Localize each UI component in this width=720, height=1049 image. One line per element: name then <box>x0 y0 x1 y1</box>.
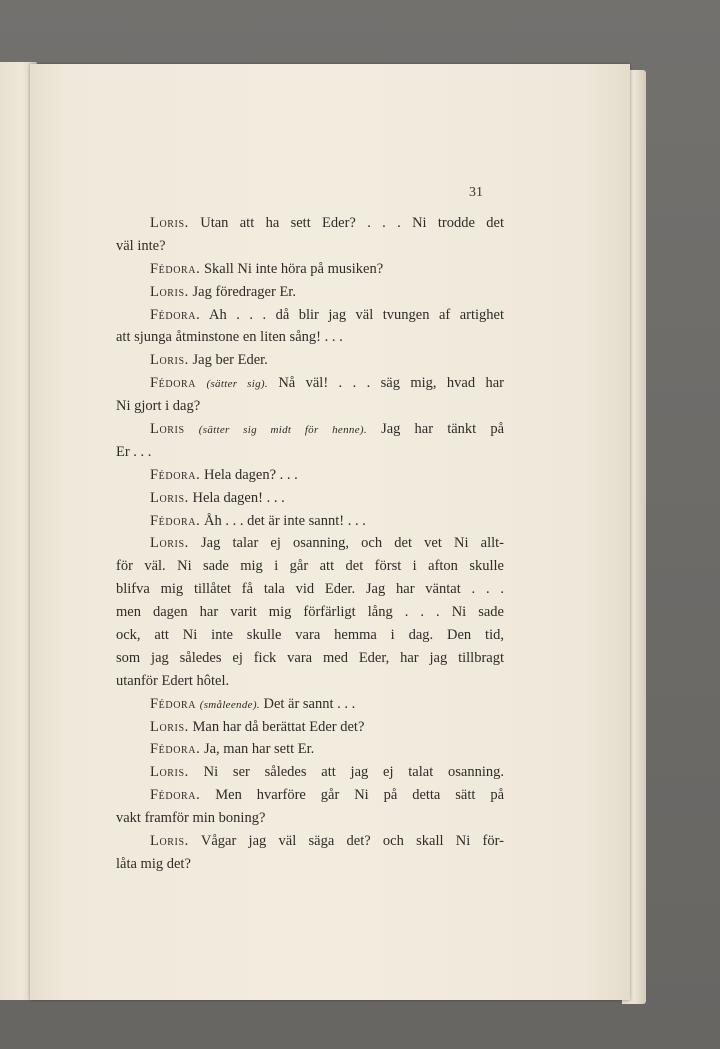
speaker-name: Fédora. <box>150 741 201 758</box>
speaker-name: Loris. <box>150 352 189 369</box>
line-text: Jag föredrager Er. <box>192 283 296 300</box>
speaker-name: Loris <box>150 421 185 438</box>
stage-direction: (smålеende). <box>199 698 260 711</box>
line-text: men dagen har varit mig förfärligt lång . . . Ni sade <box>116 604 504 621</box>
line-text: Jag talar ej osanning, och det vet Ni allt- <box>201 535 505 552</box>
line-text: Ah . . . då blir jag väl tvungen af artighet <box>209 306 504 323</box>
text-line <box>116 418 504 441</box>
text-line <box>116 761 504 784</box>
line-text: för väl. Ni sade mig i går att det först i afton skulle <box>116 558 504 575</box>
text-line <box>116 555 504 578</box>
text-line <box>116 624 504 647</box>
line-text: att sjunga åtminstone en liten sång! . . . <box>116 329 343 346</box>
speaker-name: Fédora. <box>150 306 201 323</box>
text-line <box>116 326 504 349</box>
text-line <box>116 395 504 418</box>
speaker-name: Loris. <box>150 833 189 850</box>
dialogue-text <box>116 212 504 876</box>
line-text: ock, att Ni inte skulle vara hemma i dag. Den tid, <box>116 627 504 644</box>
text-line <box>116 601 504 624</box>
text-line <box>116 258 504 281</box>
text-line <box>116 807 504 830</box>
text-line <box>116 853 504 876</box>
text-line <box>116 372 504 395</box>
line-text: Det är sannt . . . <box>263 695 356 712</box>
text-line <box>116 830 504 853</box>
text-line <box>116 784 504 807</box>
line-text: Er . . . <box>116 443 152 460</box>
text-line <box>116 235 504 258</box>
line-text: Skall Ni inte höra på musiken? <box>203 260 384 277</box>
line-text: Hela dagen! . . . <box>192 489 285 506</box>
line-text: Man har då berättat Eder det? <box>192 718 365 735</box>
speaker-name: Loris. <box>150 535 189 552</box>
speaker-name: Loris. <box>150 764 189 781</box>
line-text: Jag har tänkt på <box>381 421 505 438</box>
speaker-name: Fédora. <box>150 260 201 277</box>
line-text: Åh . . . det är inte sannt! . . . <box>203 512 366 529</box>
speaker-name: Loris. <box>150 489 189 506</box>
stage-direction: (sätter sig). <box>206 378 268 391</box>
speaker-name: Fédora. <box>150 787 201 804</box>
stage-direction: (sätter sig midt för henne). <box>198 424 367 437</box>
line-text: som jag således ej fick vara med Eder, har jag tillbragt <box>116 649 504 666</box>
line-text: utanför Edert hôtel. <box>116 672 230 689</box>
page-number: 31 <box>469 185 483 200</box>
text-line <box>116 349 504 372</box>
text-line <box>116 281 504 304</box>
text-line <box>116 578 504 601</box>
line-text: Men hvarföre går Ni på detta sätt på <box>215 787 505 804</box>
line-text: låta mig det? <box>116 855 191 872</box>
speaker-name: Fédora. <box>150 512 201 529</box>
speaker-name: Loris. <box>150 718 189 735</box>
text-line <box>116 304 504 327</box>
text-line <box>116 441 504 464</box>
line-text: Jag ber Eder. <box>192 352 268 369</box>
text-line <box>116 716 504 739</box>
speaker-name: Fédora <box>150 695 197 712</box>
text-line <box>116 647 504 670</box>
text-line <box>116 464 504 487</box>
speaker-name: Fédora. <box>150 466 201 483</box>
text-line <box>116 738 504 761</box>
line-text: blifva mig tillåtet få tala vid Eder. Jag har väntat . . . <box>116 581 504 598</box>
line-text: Ni gjort i dag? <box>116 398 201 415</box>
line-text: Vågar jag väl säga det? och skall Ni för- <box>200 833 504 850</box>
text-line <box>116 670 504 693</box>
line-text: Utan att ha sett Eder? . . . Ni trodde det <box>200 215 504 231</box>
text-line <box>116 212 504 235</box>
line-text: Ja, man har sett Er. <box>203 741 315 758</box>
line-text: Ni ser således att jag ej talat osanning. <box>203 764 505 781</box>
line-text: väl inte? <box>116 237 166 254</box>
line-text: Hela dagen? . . . <box>203 466 298 483</box>
speaker-name: Loris. <box>150 215 189 231</box>
line-text: vakt framför min boning? <box>116 810 266 827</box>
speaker-name: Fédora <box>150 375 197 392</box>
text-line <box>116 532 504 555</box>
speaker-name: Loris. <box>150 283 189 300</box>
text-line <box>116 487 504 510</box>
line-text: Nå väl! . . . säg mig, hvad har <box>278 375 505 392</box>
text-line <box>116 693 504 716</box>
text-line <box>116 510 504 533</box>
